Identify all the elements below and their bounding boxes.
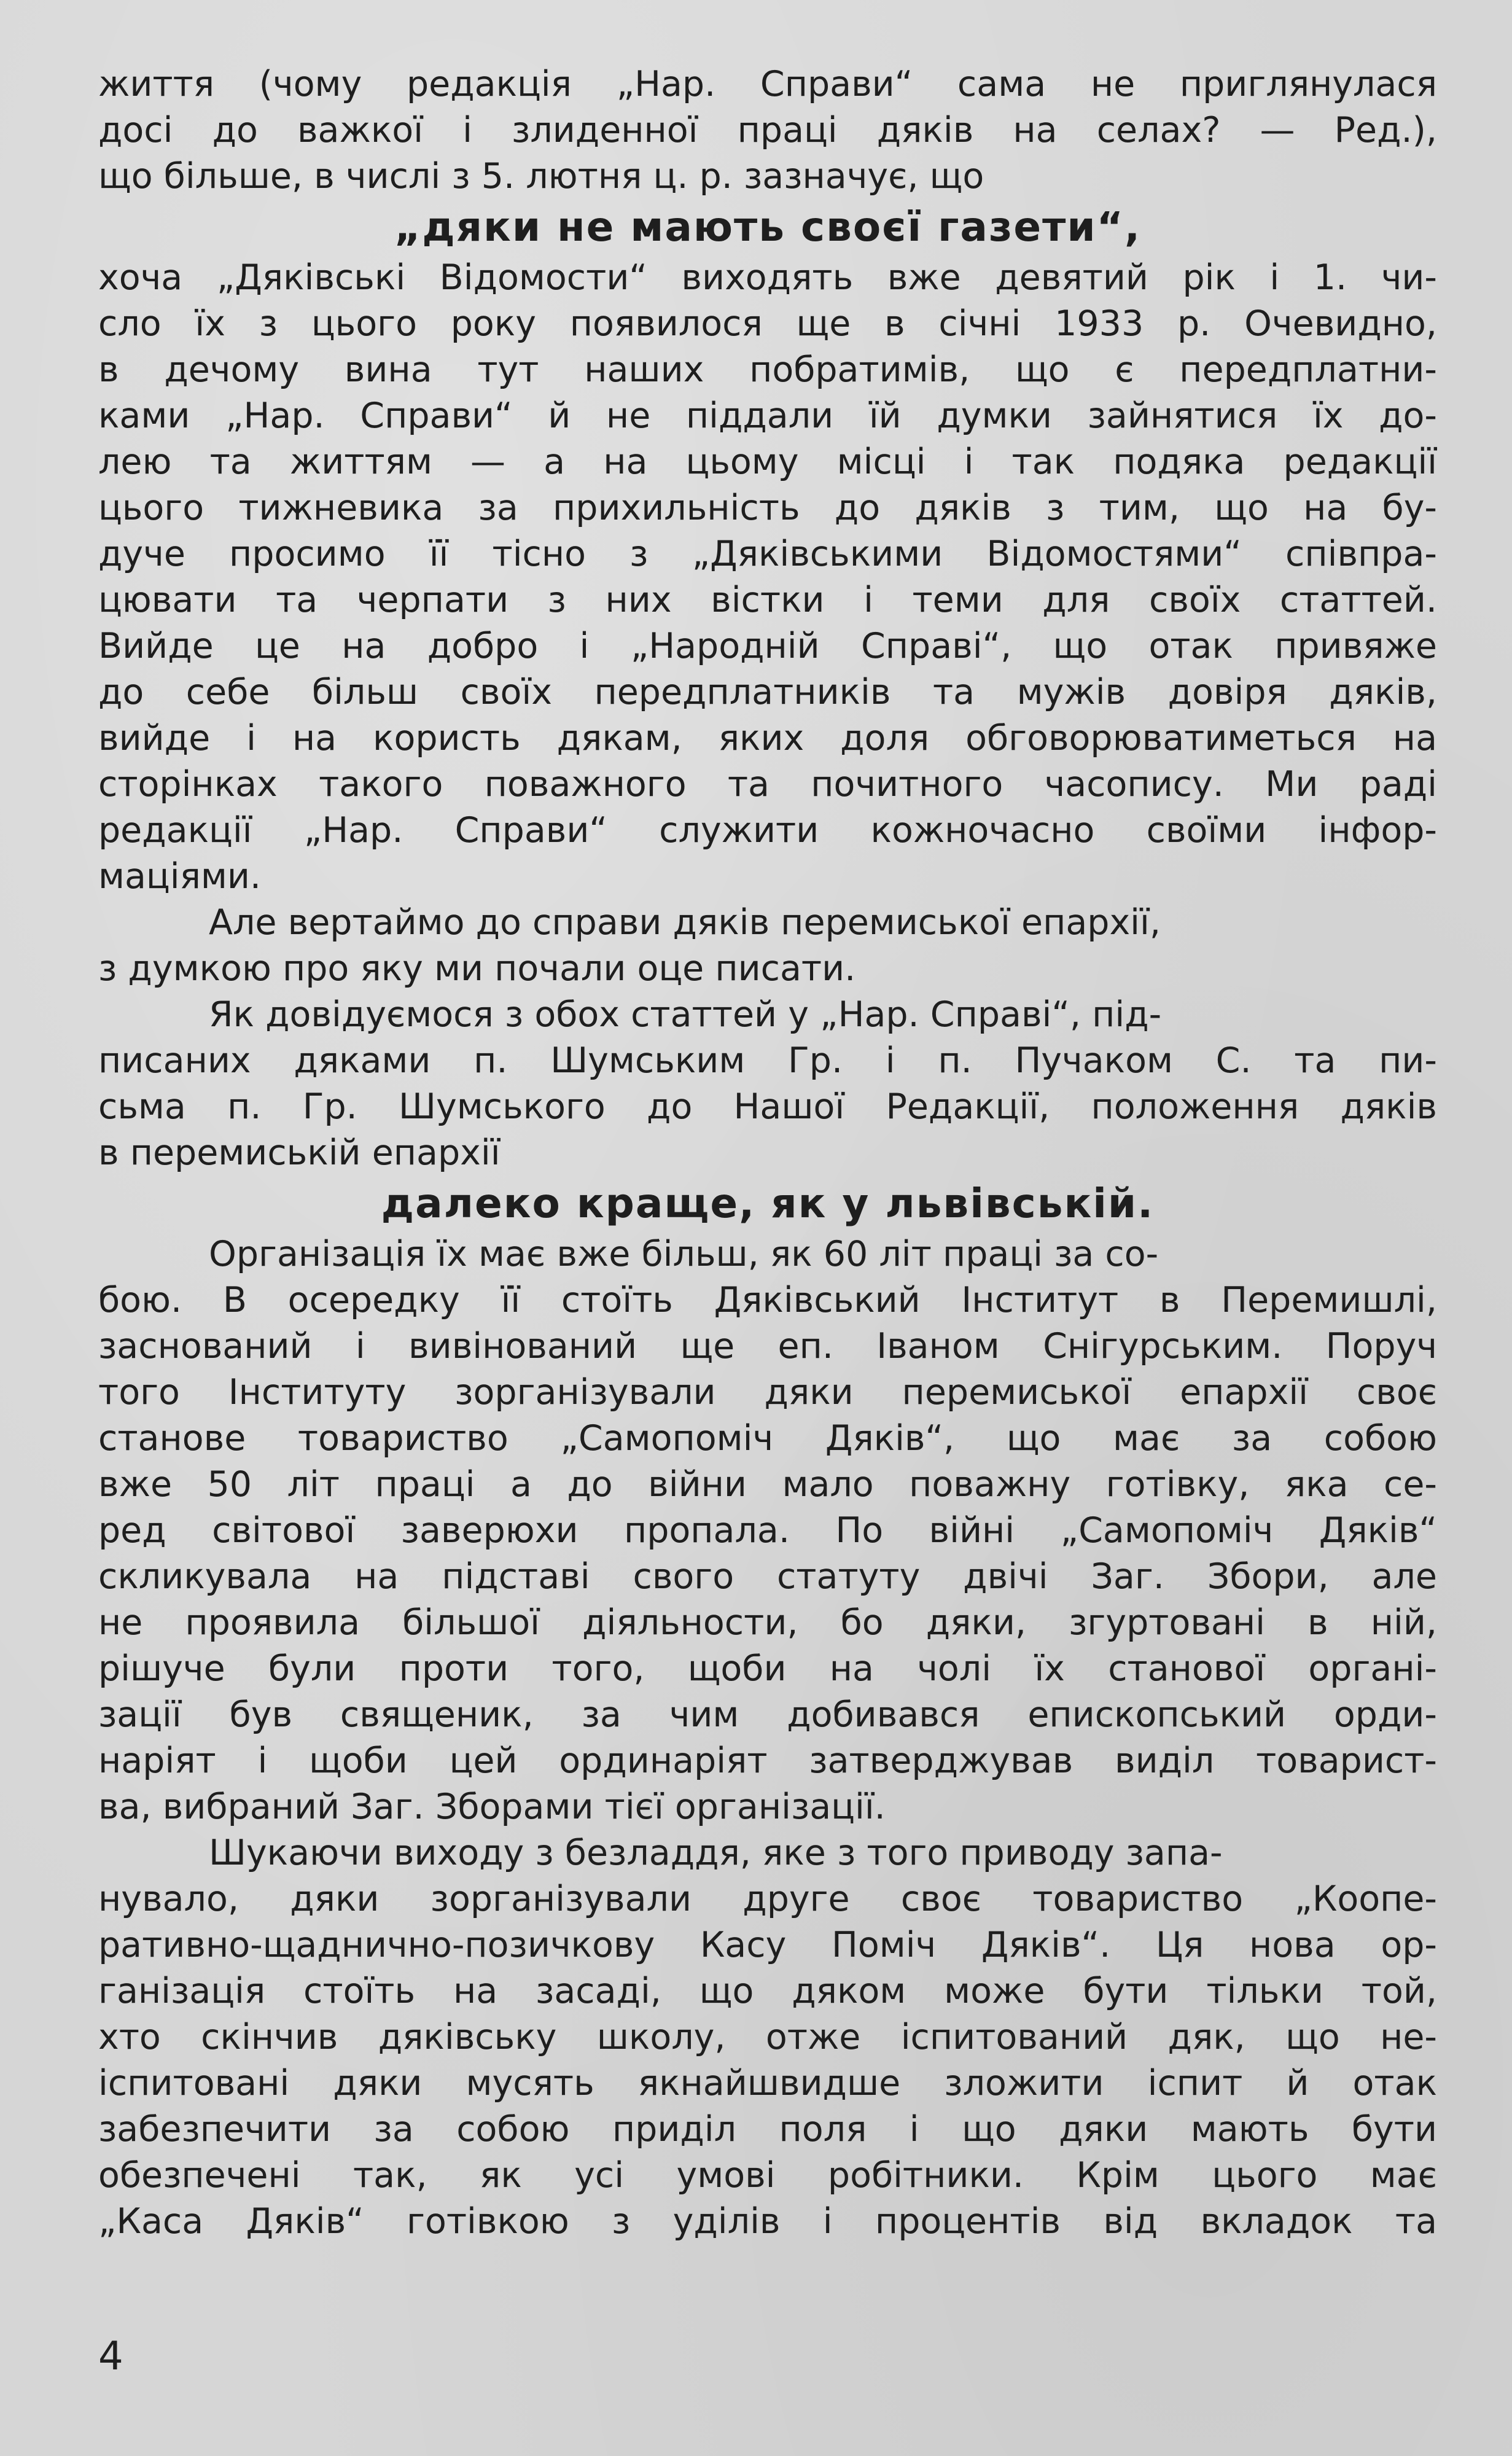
text-line: що більше, в числі з 5. лютня ц. р. зазначує, що xyxy=(98,156,984,197)
text-line: зації був священик, за чим добивався епископський орди- xyxy=(98,1694,1437,1735)
text-line: ред світової заверюхи пропала. По війні „Самопоміч Дяків“ xyxy=(98,1510,1437,1551)
text-line: дуче просимо її тісно з „Дяківськими Відомостями“ співпра- xyxy=(98,534,1437,574)
text-line: рішуче були проти того, щоби на чолі їх станової органі- xyxy=(98,1648,1437,1689)
text-line: до себе більш своїх передплатників та мужів довіря дяків, xyxy=(98,672,1437,712)
text-line: Шукаючи виходу з безладдя, яке з того приводу запа- xyxy=(209,1833,1223,1873)
text-line: хто скінчив дяківську школу, отже іспитований дяк, що не- xyxy=(98,2017,1437,2057)
text-line: обезпечені так, як усі умові робітники. Крім цього має xyxy=(98,2155,1437,2196)
text-line: писаних дяками п. Шумським Гр. і п. Пучаком С. та пи- xyxy=(98,1040,1437,1081)
text-line: скликувала на підставі свого статуту двічі Заг. Збори, але xyxy=(98,1556,1437,1597)
text-line: ками „Нар. Справи“ й не піддали їй думки зайнятися їх до- xyxy=(98,396,1437,436)
text-line: лею та життям — а на цьому місці і так подяка редакції xyxy=(98,442,1437,482)
text-line: досі до важкої і злиденної праці дяків на селах? — Ред.), xyxy=(98,110,1437,150)
text-line: наріят і щоби цей ординаріят затверджував виділ товарист- xyxy=(98,1741,1437,1781)
text-line: іспитовані дяки мусять якнайшвидше зложити іспит й отак xyxy=(98,2063,1437,2103)
text-line: цювати та черпати з них вістки і теми для своїх статтей. xyxy=(98,580,1437,620)
text-line: станове товариство „Самопоміч Дяків“, що має за собою xyxy=(98,1418,1437,1459)
text-line: забезпечити за собою приділ поля і що дяки мають бути xyxy=(98,2109,1437,2150)
text-line: Але вертаймо до справи дяків перемиської епархії, xyxy=(209,902,1161,943)
text-line: в перемиській епархії xyxy=(98,1132,501,1173)
text-line: ва, вибраний Заг. Зборами тієї організації. xyxy=(98,1787,886,1827)
text-line: сло їх з цього року появилося ще в січні 1933 р. Очевидно, xyxy=(98,303,1437,344)
text-line: хоча „Дяківські Відомости“ виходять вже девятий рік і 1. чи- xyxy=(98,257,1437,298)
text-line: сьма п. Гр. Шумського до Нашої Редакції, положення дяків xyxy=(98,1086,1437,1127)
text-line: заснований і вивінований ще еп. Іваном Снігурським. Поруч xyxy=(98,1326,1437,1366)
text-line: вже 50 літ праці а до війни мало поважну готівку, яка се- xyxy=(98,1464,1437,1505)
text-line: того Інституту зорганізували дяки перемиської епархії своє xyxy=(98,1372,1437,1413)
text-line: редакції „Нар. Справи“ служити кожночасно своїми інфор- xyxy=(98,810,1437,851)
text-line: ганізація стоїть на засаді, що дяком може бути тільки той, xyxy=(98,1971,1437,2011)
section-heading: далеко краще, як у львівській. xyxy=(381,1180,1155,1227)
text-line: нувало, дяки зорганізували друге своє товариство „Коопе- xyxy=(98,1879,1437,1919)
text-line: в дечому вина тут наших побратимів, що є передплатни- xyxy=(98,349,1437,390)
text-line: маціями. xyxy=(98,856,262,897)
text-line: „Каса Дяків“ готівкою з уділів і процентів від вкладок та xyxy=(98,2201,1437,2242)
text-line: не проявила більшої діяльности, бо дяки, згуртовані в ній, xyxy=(98,1602,1437,1643)
page-number: 4 xyxy=(98,2334,123,2379)
text-line: цього тижневика за прихильність до дяків з тим, що на бу- xyxy=(98,488,1437,528)
text-line: з думкою про яку ми почали оце писати. xyxy=(98,948,856,989)
text-line: сторінках такого поважного та почитного часопису. Ми раді xyxy=(98,764,1437,805)
body-text xyxy=(98,61,1437,2245)
section-heading: „дяки не мають своєї газети“, xyxy=(394,203,1142,251)
text-line: Організація їх має вже більш, як 60 літ праці за со- xyxy=(209,1234,1159,1274)
text-line: вийде і на користь дякам, яких доля обговорюватиметься на xyxy=(98,718,1437,758)
text-line: Як довідуємося з обох статтей у „Нар. Справі“, під- xyxy=(209,994,1162,1035)
text-line: бою. В осередку її стоїть Дяківський Інститут в Перемишлі, xyxy=(98,1280,1437,1320)
text-line: Вийде це на добро і „Народній Справі“, що отак привяже xyxy=(98,626,1437,666)
text-line: ративно-щаднично-позичкову Касу Поміч Дяків“. Ця нова ор- xyxy=(98,1925,1437,1965)
text-line: життя (чому редакція „Нар. Справи“ сама не приглянулася xyxy=(98,64,1437,104)
